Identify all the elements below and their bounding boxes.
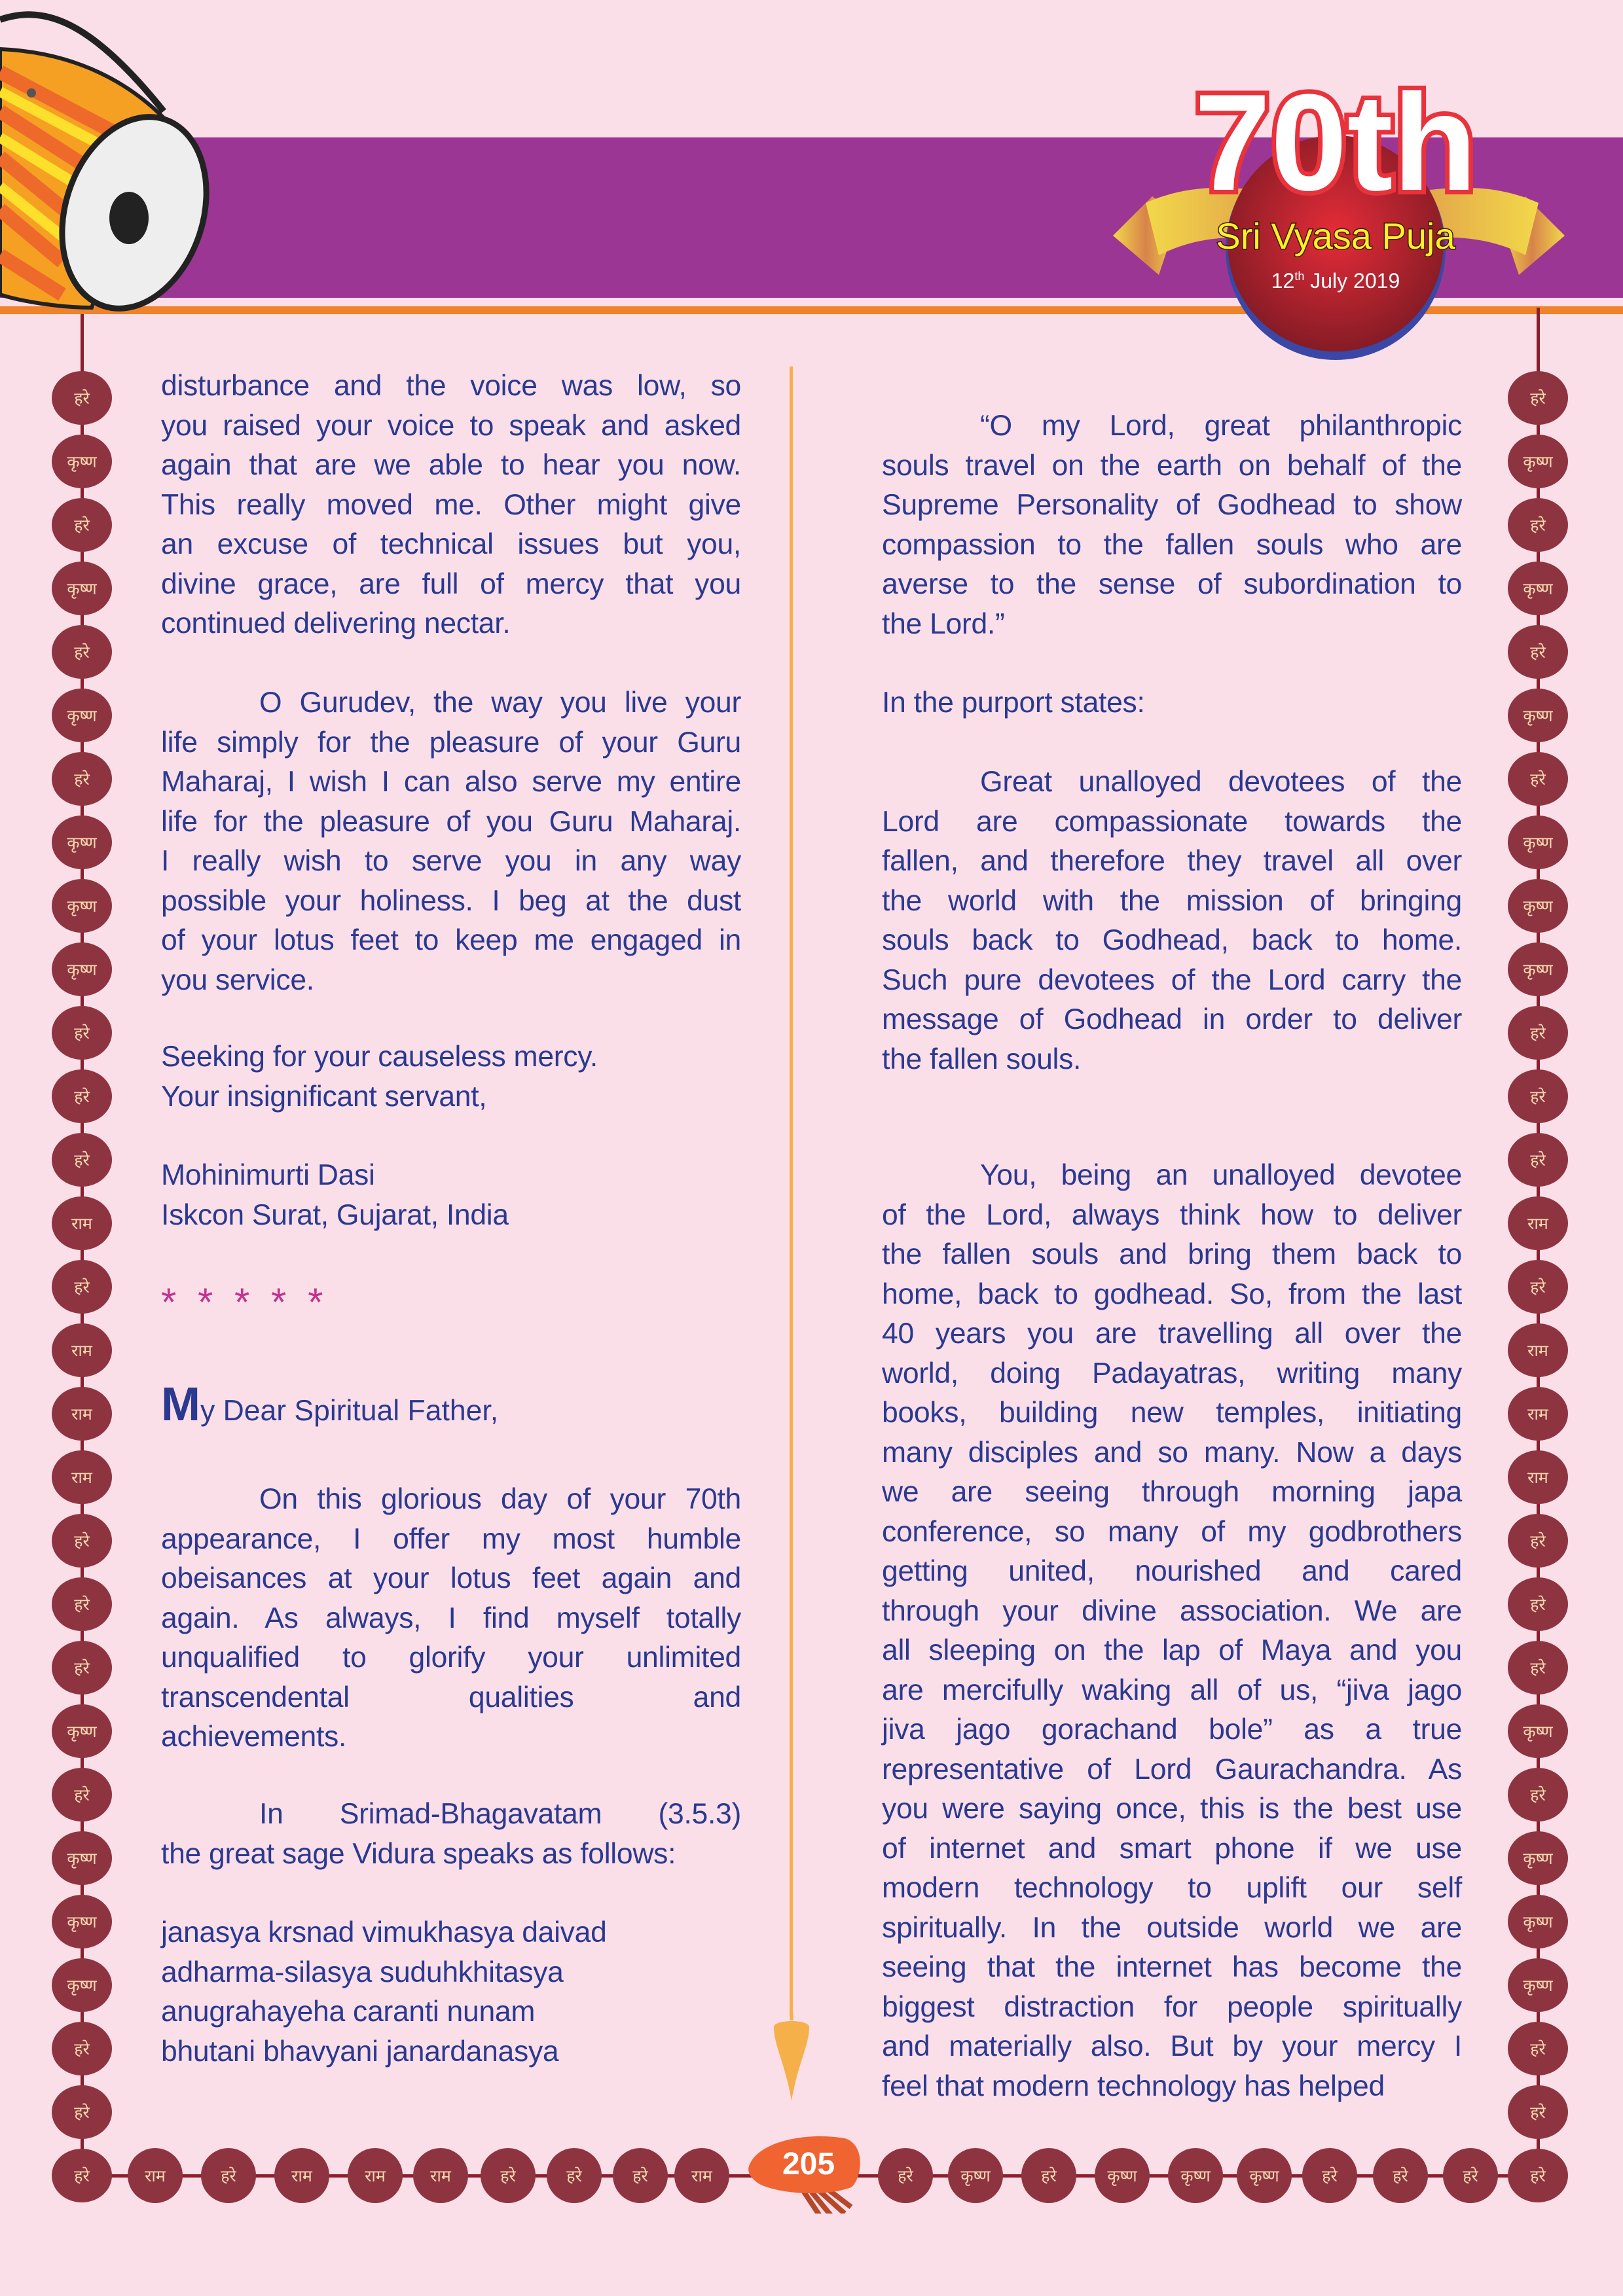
text-line: modern technology to uplift our self <box>882 1872 1462 1904</box>
mantra-bead: कृष्ण <box>1508 816 1568 869</box>
mantra-bead: कृष्ण <box>52 1958 112 2012</box>
page-number: 205 <box>782 2147 835 2181</box>
text-line: Iskcon Surat, Gujarat, India <box>161 1198 509 1231</box>
mantra-bead: हरे <box>1508 1577 1568 1631</box>
left-para-2 <box>161 683 741 1000</box>
text-line: This really moved me. Other might give <box>161 488 741 521</box>
text-line: home, back to godhead. So, from the last <box>882 1278 1462 1310</box>
mantra-bead: कृष्ण <box>1237 2148 1292 2203</box>
text-line: Maharaj, I wish I can also serve my entire <box>161 766 741 798</box>
mantra-bead: हरे <box>52 1577 112 1631</box>
mridanga-drum-icon <box>0 0 275 327</box>
mantra-bead: कृष्ण <box>1508 1704 1568 1758</box>
text-line: janasya krsnad vimukhasya daivad <box>161 1916 607 1948</box>
mantra-bead: हरे <box>1508 2149 1568 2202</box>
text-line: 40 years you are travelling all over the <box>882 1318 1462 1350</box>
mantra-bead: राम <box>1508 1323 1568 1377</box>
mantra-bead: राम <box>1508 1387 1568 1441</box>
text-line: the Lord.” <box>882 607 1005 640</box>
signature-lines <box>161 1156 741 1235</box>
text-line: In the purport states: <box>882 687 1145 719</box>
text-line: achievements. <box>161 1721 347 1753</box>
mantra-bead: कृष्ण <box>1508 879 1568 933</box>
text-line: adharma-silasya suduhkhitasya <box>161 1956 564 1988</box>
mantra-bead: कृष्ण <box>52 1831 112 1885</box>
mantra-bead: हरे <box>52 625 112 679</box>
badge-title: Sri Vyasa Puja <box>1216 215 1455 257</box>
text-line: many disciples and so many. Now a days <box>882 1436 1462 1469</box>
text-line: divine grace, are full of mercy that you <box>161 567 741 600</box>
mantra-bead: हरे <box>878 2148 933 2203</box>
text-line: Such pure devotees of the Lord carry the <box>882 963 1462 996</box>
mantra-bead: हरे <box>52 1641 112 1695</box>
mantra-bead: हरे <box>1508 1260 1568 1314</box>
mantra-bead: हरे <box>52 371 112 425</box>
text-line: books, building new temples, initiating <box>882 1397 1462 1429</box>
mantra-bead: हरे <box>52 1133 112 1187</box>
mantra-bead: हरे <box>1508 1006 1568 1060</box>
mantra-bead: हरे <box>52 1069 112 1123</box>
left-para-1 <box>161 367 741 644</box>
mantra-bead: कृष्ण <box>52 942 112 996</box>
mantra-bead: हरे <box>52 498 112 552</box>
mantra-bead: राम <box>413 2148 468 2203</box>
mantra-bead: कृष्ण <box>1508 1958 1568 2012</box>
mantra-bead: हरे <box>1373 2148 1428 2203</box>
mantra-bead: कृष्ण <box>1508 562 1568 615</box>
text-line: disturbance and the voice was low, so <box>161 370 741 402</box>
text-line: unqualified to glorify your unlimited <box>161 1641 741 1674</box>
mantra-bead: हरे <box>1508 371 1568 425</box>
mantra-bead: कृष्ण <box>1508 435 1568 488</box>
mantra-bead: हरे <box>52 1768 112 1821</box>
text-line: Your insignificant servant, <box>161 1080 487 1113</box>
column-divider <box>790 367 793 2016</box>
salutation-initial: M <box>161 1378 200 1431</box>
text-line: Great unalloyed devotees of the <box>980 766 1462 798</box>
mantra-bead: हरे <box>481 2148 536 2203</box>
purport-intro <box>882 683 1462 723</box>
badge-number: 70th <box>1194 65 1477 219</box>
mantra-bead: कृष्ण <box>1168 2148 1223 2203</box>
mantra-bead: राम <box>348 2148 403 2203</box>
verse <box>161 1913 741 2072</box>
mantra-bead: हरे <box>201 2148 256 2203</box>
text-line: jiva jago gorachand bole” as a true <box>882 1713 1462 1746</box>
mantra-bead: हरे <box>1021 2148 1076 2203</box>
salutation-text: y Dear Spiritual Father, <box>200 1395 499 1427</box>
text-line: life simply for the pleasure of your Guru <box>161 726 741 759</box>
mantra-bead: हरे <box>1508 2022 1568 2075</box>
mantra-bead: राम <box>52 1323 112 1377</box>
mantra-bead: हरे <box>52 2085 112 2139</box>
text-line: getting united, nourished and cared <box>882 1555 1462 1587</box>
mantra-bead: कृष्ण <box>1508 942 1568 996</box>
text-line: appearance, I offer my most humble <box>161 1522 741 1555</box>
text-line: we are seeing through morning japa <box>882 1476 1462 1508</box>
mantra-bead: कृष्ण <box>52 1704 112 1758</box>
badge-date: 12th July 2019 <box>1271 269 1400 293</box>
mantra-bead: हरे <box>613 2148 668 2203</box>
mantra-bead: कृष्ण <box>1095 2148 1150 2203</box>
mantra-bead: हरे <box>52 1260 112 1314</box>
mantra-bead: कृष्ण <box>52 562 112 615</box>
mantra-bead: हरे <box>1508 1768 1568 1821</box>
quote-para <box>882 406 1462 644</box>
text-line: continued delivering nectar. <box>161 607 511 639</box>
text-line: bhutani bhavyani janardanasya <box>161 2035 559 2068</box>
purport-para <box>882 762 1462 1079</box>
text-line: again that are we able to hear you now. <box>161 449 741 481</box>
text-line: transcendental qualities and <box>161 1681 741 1713</box>
text-line: you were saying once, this is the best use <box>882 1793 1462 1825</box>
mantra-bead: राम <box>274 2148 329 2203</box>
right-para-5 <box>882 1156 1462 2106</box>
text-line: obeisances at your lotus feet again and <box>161 1562 741 1594</box>
text-line: the fallen souls. <box>882 1043 1082 1075</box>
mantra-bead: कृष्ण <box>1508 689 1568 742</box>
left-para-3 <box>161 1480 741 1757</box>
mantra-bead: हरे <box>52 2022 112 2075</box>
mantra-bead: हरे <box>1508 1641 1568 1695</box>
divider-drop-icon <box>771 2013 812 2104</box>
text-line: an excuse of technical issues but you, <box>161 528 741 560</box>
text-line: In Srimad-Bhagavatam (3.5.3) <box>259 1798 741 1830</box>
mantra-bead: कृष्ण <box>1508 1831 1568 1885</box>
mantra-bead: हरे <box>52 2149 112 2202</box>
text-line: biggest distraction for people spiritually <box>882 1990 1462 2023</box>
text-line: souls travel on the earth on behalf of the <box>882 449 1462 482</box>
text-line: of the Lord, always think how to deliver <box>882 1198 1462 1231</box>
text-line: of internet and smart phone if we use <box>882 1832 1462 1865</box>
text-line: again. As always, I find myself totally <box>161 1602 741 1634</box>
text-line: are mercifully waking all of us, “jiva jago <box>882 1674 1462 1706</box>
text-line: Seeking for your causeless mercy. <box>161 1041 598 1073</box>
mantra-bead: राम <box>52 1450 112 1504</box>
text-line: the fallen souls and bring them back to <box>882 1238 1462 1270</box>
mantra-bead: हरे <box>1508 625 1568 679</box>
mantra-bead: हरे <box>1508 2085 1568 2139</box>
text-line: On this glorious day of your 70th <box>259 1483 741 1515</box>
vyasa-puja-badge <box>1106 59 1578 367</box>
text-line: and materially also. But by your mercy I <box>882 2030 1462 2062</box>
text-line: seeing that the internet has become the <box>882 1951 1462 1983</box>
mantra-bead: कृष्ण <box>1508 1895 1568 1948</box>
mantra-bead: राम <box>1508 1196 1568 1250</box>
text-line: you service. <box>161 963 314 996</box>
text-line: all sleeping on the lap of Maya and you <box>882 1634 1462 1666</box>
mantra-bead: कृष्ण <box>52 1895 112 1948</box>
text-line: I really wish to serve you in any way <box>161 845 741 877</box>
text-line: O Gurudev, the way you live your <box>259 687 741 719</box>
mantra-bead: कृष्ण <box>52 435 112 488</box>
mantra-bead: हरे <box>1508 498 1568 552</box>
text-line: averse to the sense of subordination to <box>882 568 1462 600</box>
text-line: you raised your voice to speak and asked <box>161 409 741 442</box>
mantra-bead: राम <box>1508 1450 1568 1504</box>
text-line: souls back to Godhead, back to home. <box>882 924 1462 956</box>
mantra-bead: हरे <box>1508 1133 1568 1187</box>
mantra-bead: राम <box>52 1387 112 1441</box>
text-line: the great sage Vidura speaks as follows: <box>161 1837 676 1870</box>
mantra-bead: हरे <box>1508 1514 1568 1568</box>
page-number-badge <box>746 2135 864 2214</box>
text-line: You, being an unalloyed devotee <box>980 1159 1462 1191</box>
text-line: of your lotus feet to keep me engaged in <box>161 924 741 956</box>
mantra-bead: कृष्ण <box>52 689 112 742</box>
mantra-bead: हरे <box>1302 2148 1357 2203</box>
text-line: fallen, and therefore they travel all over <box>882 845 1462 877</box>
text-line: “O my Lord, great philanthropic <box>980 410 1462 442</box>
salutation <box>161 1378 498 1431</box>
mantra-bead: हरे <box>52 1006 112 1060</box>
closing-lines <box>161 1037 741 1117</box>
mantra-bead: राम <box>52 1196 112 1250</box>
text-line: world, doing Padayatras, writing many <box>882 1357 1462 1390</box>
mantra-bead: राम <box>674 2148 729 2203</box>
text-line: spiritually. In the outside world we are <box>882 1911 1462 1944</box>
text-line: compassion to the fallen souls who are <box>882 528 1462 561</box>
text-line: Mohinimurti Dasi <box>161 1159 375 1191</box>
text-line: Supreme Personality of Godhead to show <box>882 489 1462 521</box>
mantra-bead: राम <box>128 2148 183 2203</box>
text-line: Lord are compassionate towards the <box>882 805 1462 838</box>
section-separator: * * * * * <box>161 1280 329 1324</box>
left-para-4 <box>161 1795 741 1874</box>
text-line: the world with the mission of bringing <box>882 884 1462 917</box>
mantra-bead: कृष्ण <box>948 2148 1003 2203</box>
text-line: anugrahayeha caranti nunam <box>161 1996 536 2028</box>
mantra-bead: हरे <box>52 1514 112 1568</box>
text-line: message of Godhead in order to deliver <box>882 1003 1462 1035</box>
text-line: possible your holiness. I beg at the dust <box>161 884 741 917</box>
mantra-bead: हरे <box>1508 752 1568 806</box>
text-line: conference, so many of my godbrothers <box>882 1515 1462 1548</box>
mantra-bead: हरे <box>1508 1069 1568 1123</box>
text-line: through your divine association. We are <box>882 1594 1462 1627</box>
mantra-bead: हरे <box>547 2148 602 2203</box>
mantra-bead: हरे <box>52 752 112 806</box>
mantra-bead: कृष्ण <box>52 816 112 869</box>
text-line: feel that modern technology has helped <box>882 2070 1385 2102</box>
mantra-bead: हरे <box>1443 2148 1498 2203</box>
text-line: life for the pleasure of you Guru Maharaj. <box>161 805 741 838</box>
mantra-bead: कृष्ण <box>52 879 112 933</box>
text-line: representative of Lord Gaurachandra. As <box>882 1753 1462 1785</box>
